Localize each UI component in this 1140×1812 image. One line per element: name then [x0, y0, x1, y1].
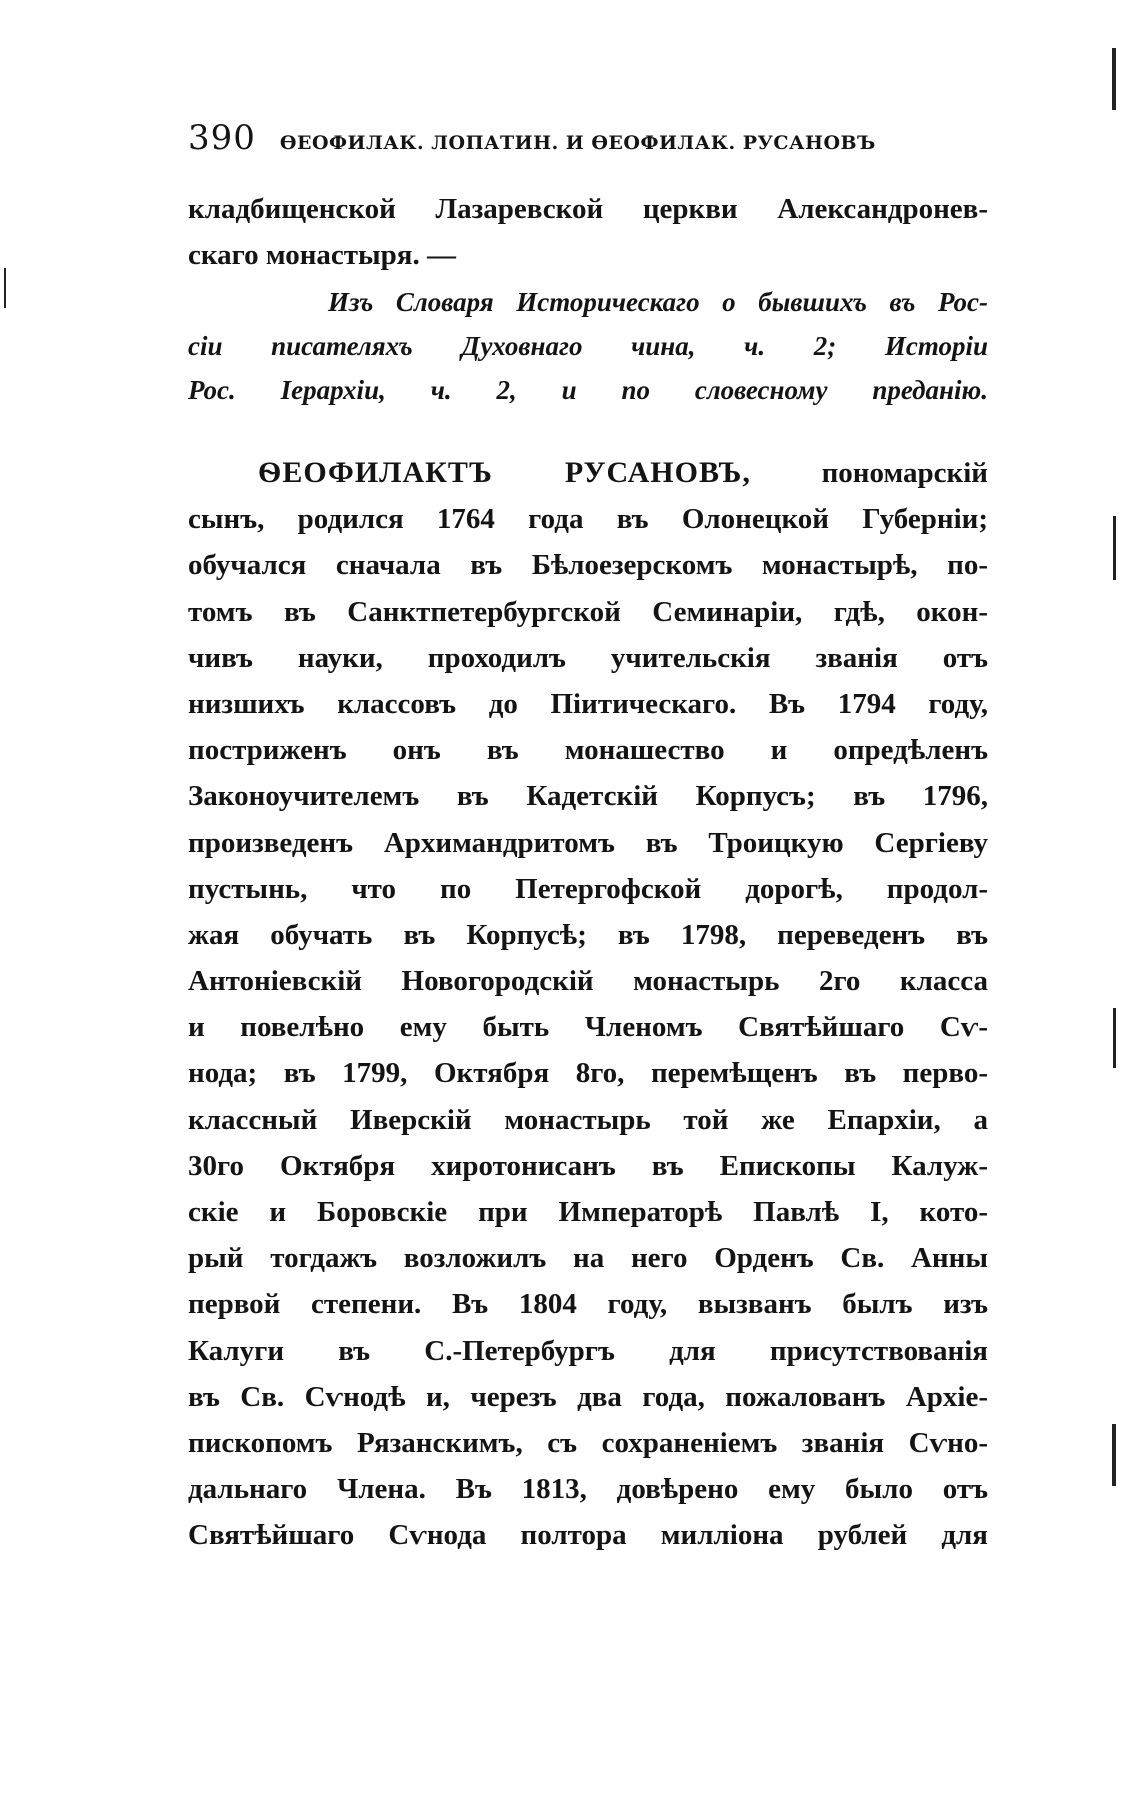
page-header — [188, 118, 988, 166]
scan-edge-mark — [1112, 1424, 1116, 1486]
scan-edge-mark — [1112, 48, 1116, 110]
text-line: чивъ науки, проходилъ учительскія званія отъ — [188, 641, 988, 674]
text-line: томъ въ Санктпетербургской Семинаріи, гдѣ, окон- — [188, 595, 988, 628]
citation-line: Рос. Іерархіи, ч. 2, и по словесному преданію. — [188, 375, 988, 405]
running-head: ѲЕОФИЛАК. ЛОПАТИН. И ѲЕОФИЛАК. РУСАНОВЪ — [279, 132, 876, 154]
text-line: въ Св. Сѵнодѣ и, черезъ два года, пожалованъ Архіе- — [188, 1380, 988, 1413]
continuation-text — [188, 186, 988, 278]
source-citation — [188, 280, 988, 412]
text-line: сынъ, родился 1764 года въ Олонецкой Губерніи; — [188, 503, 988, 536]
citation-line: сіи писателяхъ Духовнаго чина, ч. 2; Исторіи — [188, 331, 988, 361]
text-line: Калуги въ С.-Петербургъ для присутствованія — [188, 1334, 988, 1367]
text-line: произведенъ Архимандритомъ въ Троицкую Сергіеву — [188, 826, 988, 859]
text-line: дальнаго Члена. Въ 1813, довѣрено ему было отъ — [188, 1473, 988, 1506]
text-line: классный Иверскій монастырь той же Епархіи, а — [188, 1103, 988, 1136]
text-line: первой степени. Въ 1804 году, вызванъ былъ изъ — [188, 1288, 988, 1321]
text-line: Святѣйшаго Сѵнода полтора милліона рублей для — [188, 1519, 988, 1552]
entry-first-line — [188, 450, 988, 496]
text-line: скаго монастыря. — — [188, 239, 456, 271]
text-line: Антоніевскій Новогородскій монастырь 2го класса — [188, 965, 988, 998]
text-line: и повелѣно ему быть Членомъ Святѣйшаго Сѵ- — [188, 1011, 988, 1044]
text-line: жая обучать въ Корпусѣ; въ 1798, переведенъ въ — [188, 918, 988, 951]
text-line: пископомъ Рязанскимъ, съ сохраненіемъ званія Сѵно- — [188, 1426, 988, 1459]
entry-body — [188, 450, 988, 1559]
text-line: постриженъ онъ въ монашество и опредѣленъ — [188, 734, 988, 767]
scan-edge-mark — [4, 268, 6, 308]
text-line: обучался сначала въ Бѣлоезерскомъ монастырѣ, по- — [188, 549, 988, 582]
scan-edge-mark — [1113, 1008, 1116, 1068]
text-line: нода; въ 1799, Октября 8го, перемѣщенъ въ перво- — [188, 1057, 988, 1090]
entry-headword: ѲЕОФИЛАКТЪ РУСАНОВЪ, — [258, 456, 751, 489]
text-line: скіе и Боровскіе при Императорѣ Павлѣ I, кото- — [188, 1196, 988, 1228]
page-number: 390 — [188, 118, 256, 158]
text-line: низшихъ классовъ до Піитическаго. Въ 1794 году, — [188, 687, 988, 720]
entry-first-line-rest: пономарскій — [821, 457, 988, 489]
scan-edge-mark — [1113, 516, 1116, 580]
text-line: рый тогдажъ возложилъ на него Орденъ Св. Анны — [188, 1242, 988, 1275]
text-line: 30го Октября хиротонисанъ въ Епископы Калуж- — [188, 1149, 988, 1182]
text-line: пустынь, что по Петергофской дорогѣ, продол- — [188, 872, 988, 905]
citation-line: Изъ Словаря Историческаго о бывшихъ въ Рос- — [328, 287, 988, 317]
text-line: кладбищенской Лазаревской церкви Александронев- — [188, 193, 988, 225]
text-line: Законоучителемъ въ Кадетскій Корпусъ; въ 1796, — [188, 780, 988, 813]
